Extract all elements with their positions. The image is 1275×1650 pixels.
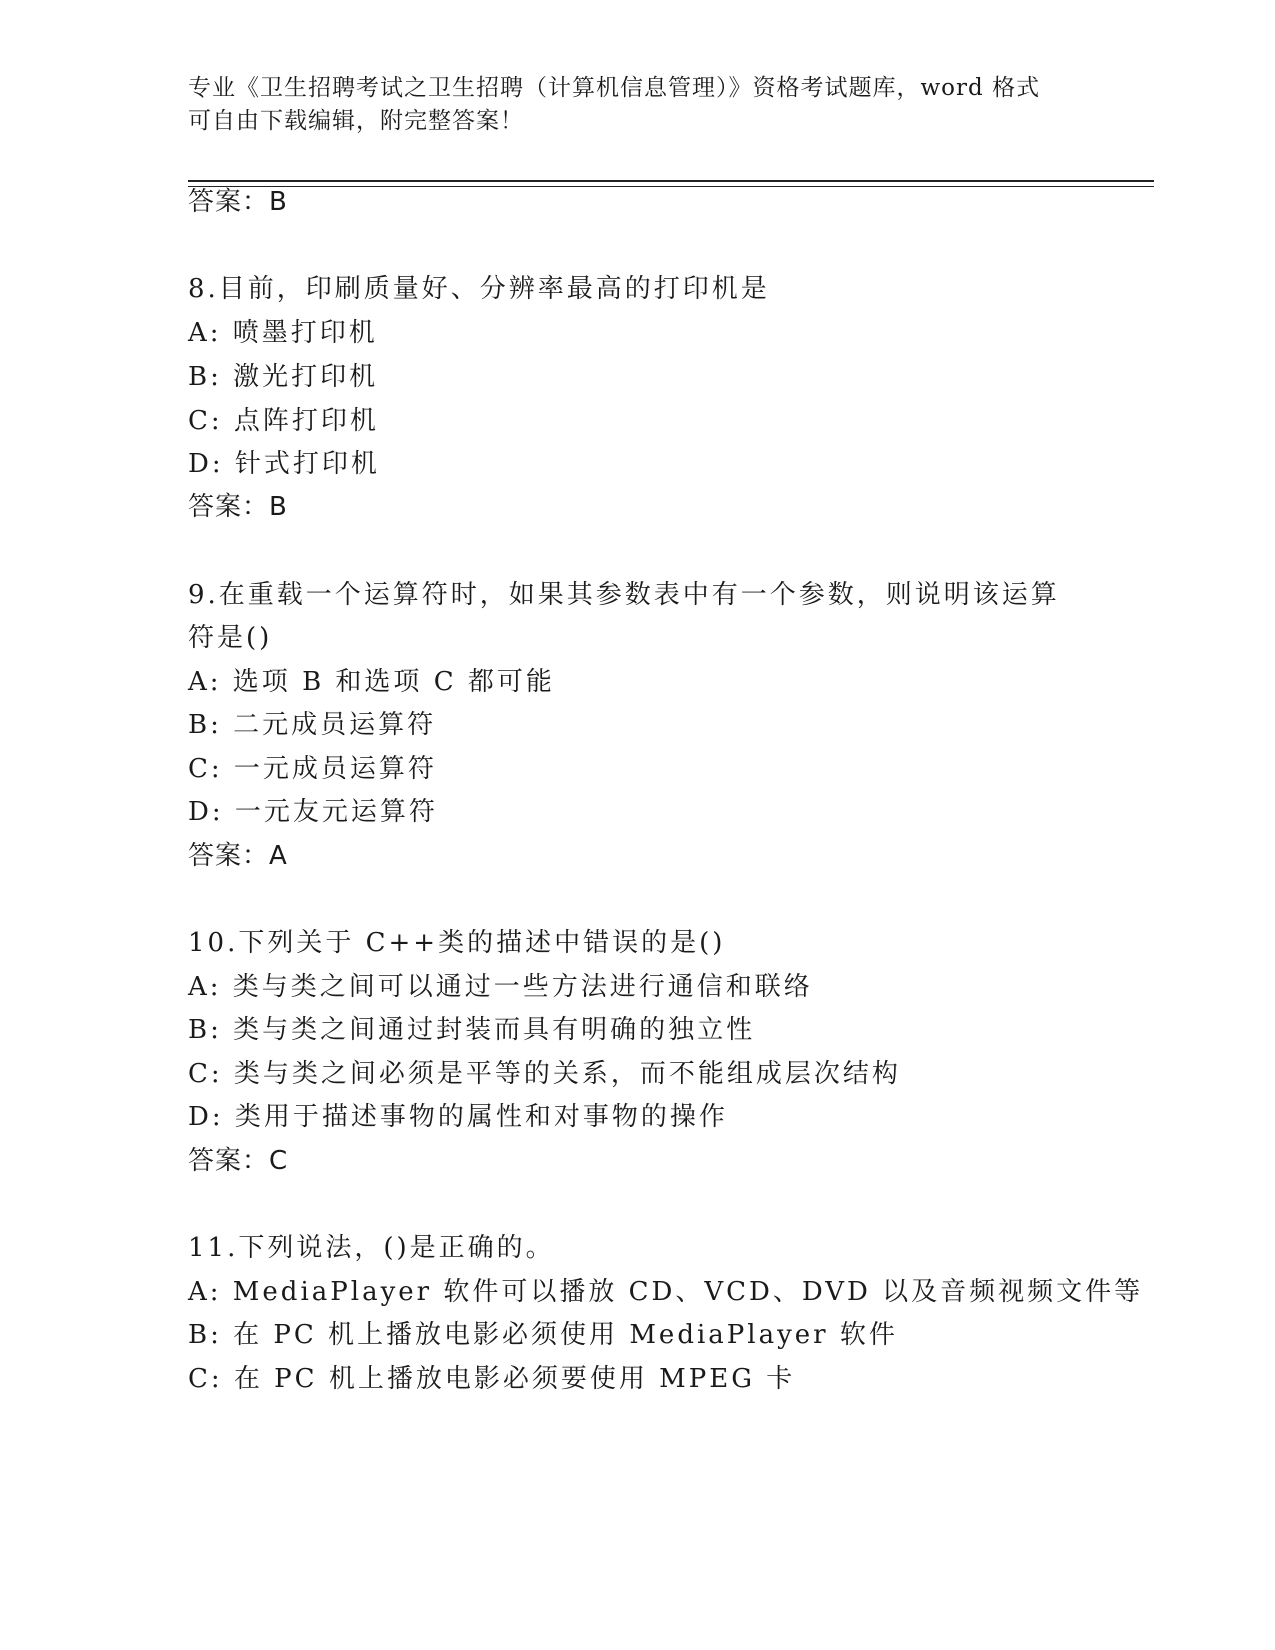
option-d: D: 一元友元运算符 <box>188 797 438 827</box>
previous-answer: 答案：B <box>188 187 288 217</box>
header-rule-thick <box>188 180 1154 182</box>
header-line-1: 专业《卫生招聘考试之卫生招聘（计算机信息管理）》资格考试题库，word 格式 <box>188 75 1041 101</box>
header-rule-thin <box>188 186 1154 187</box>
option-b: B: 在 PC 机上播放电影必须使用 MediaPlayer 软件 <box>188 1320 898 1350</box>
option-a: A: 选项 B 和选项 C 都可能 <box>188 667 555 697</box>
answer: 答案：A <box>188 841 288 871</box>
question-stem: 9.在重载一个运算符时，如果其参数表中有一个参数，则说明该运算 <box>188 580 1060 610</box>
answer: 答案：B <box>188 492 288 522</box>
option-a: A: 喷墨打印机 <box>188 318 378 348</box>
option-b: B: 二元成员运算符 <box>188 710 437 740</box>
option-c: C: 点阵打印机 <box>188 406 379 436</box>
option-b: B: 类与类之间通过封装而具有明确的独立性 <box>188 1015 756 1045</box>
option-c: C: 在 PC 机上播放电影必须要使用 MPEG 卡 <box>188 1364 796 1394</box>
option-a: A: 类与类之间可以通过一些方法进行通信和联络 <box>188 972 813 1002</box>
question-stem: 8.目前，印刷质量好、分辨率最高的打印机是 <box>188 274 770 304</box>
question-stem-continued: 符是() <box>188 623 273 653</box>
option-b: B: 激光打印机 <box>188 362 379 392</box>
option-d: D: 类用于描述事物的属性和对事物的操作 <box>188 1102 728 1132</box>
option-a: A: MediaPlayer 软件可以播放 CD、VCD、DVD 以及音频视频文件等 <box>188 1277 1144 1307</box>
document-header <box>188 72 1088 138</box>
answer: 答案：C <box>188 1146 289 1176</box>
option-d: D: 针式打印机 <box>188 449 380 479</box>
option-c: C: 类与类之间必须是平等的关系，而不能组成层次结构 <box>188 1059 901 1089</box>
option-c: C: 一元成员运算符 <box>188 754 437 784</box>
header-line-2: 可自由下载编辑，附完整答案！ <box>188 108 524 134</box>
question-stem: 11.下列说法，()是正确的。 <box>188 1233 555 1263</box>
question-stem: 10.下列关于 C++类的描述中错误的是() <box>188 928 726 958</box>
